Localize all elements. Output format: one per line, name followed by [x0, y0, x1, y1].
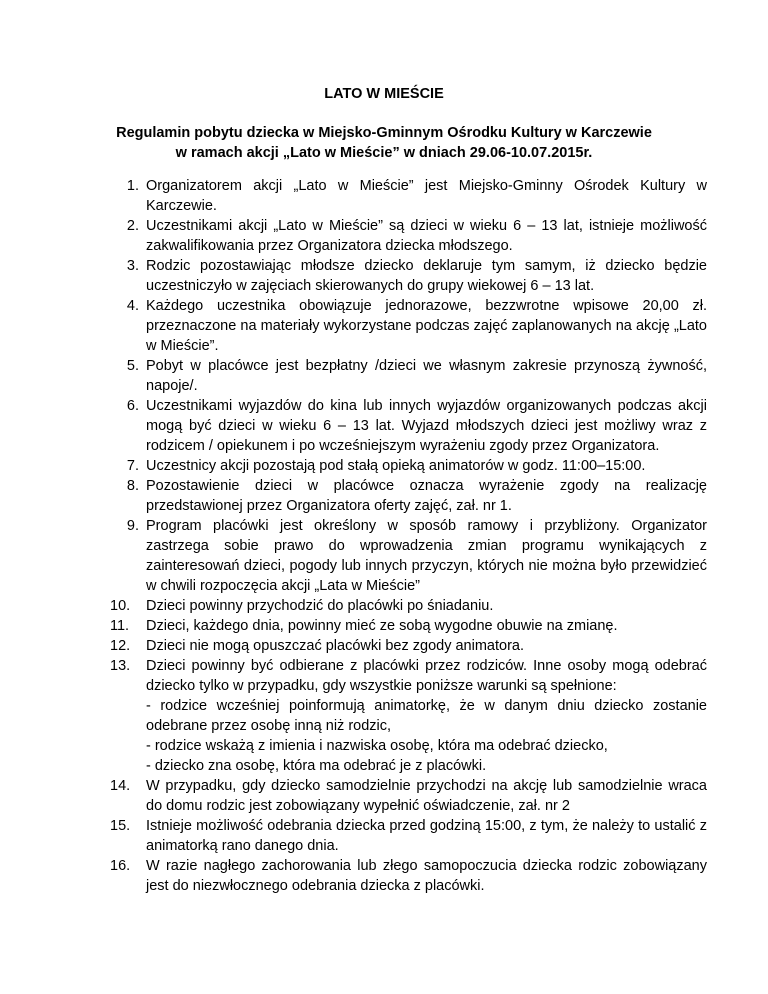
- rule-number: 11.: [110, 618, 130, 634]
- rule-item: [113, 476, 707, 516]
- rule-item: [113, 216, 707, 256]
- rule-number: 7.: [126, 458, 139, 474]
- rule-number: 16.: [110, 858, 131, 874]
- rule-item: [110, 776, 707, 816]
- subtitle-line-2: w ramach akcji „Lato w Mieście” w dniach 29.06-10.07.2015r.: [175, 145, 593, 161]
- rule-text: Pobyt w placówce jest bezpłatny /dzieci we własnym zakresie przynoszą żywność, napoje/.: [146, 358, 707, 394]
- rule-item: [113, 296, 707, 356]
- rules-list: [110, 176, 707, 896]
- rule-item: [110, 856, 707, 896]
- rule-text: Istnieje możliwość odebrania dziecka przed godziną 15:00, z tym, że należy to ustalić z animatorką rano danego dnia.: [146, 818, 707, 854]
- document-title: LATO W MIEŚCIE: [324, 86, 444, 102]
- rule-text: Uczestnikami akcji „Lato w Mieście” są dzieci w wieku 6 – 13 lat, istnieje możliwość zakwalifikowania przez Organizatora dziecka młodszego.: [146, 218, 707, 254]
- rule-item: [110, 656, 707, 776]
- rule-subcondition: - rodzice wcześniej poinformują animatorkę, że w danym dniu dziecko zostanie odebrane przez osobę inną niż rodzic,: [146, 698, 707, 734]
- rule-number: 8.: [126, 478, 139, 494]
- rule-text: Program placówki jest określony w sposób ramowy i przybliżony. Organizator zastrzega sobie prawo do wprowadzenia zmian programu wynikających z zainteresowań dzieci, pogody lub innych przyczyn, których nie można było przewidzieć w chwili rozpoczęcia akcji „Lata w Mieście”: [146, 518, 707, 594]
- rule-item: [110, 816, 707, 856]
- rule-number: 12.: [110, 638, 131, 654]
- rule-number: 9.: [126, 518, 139, 534]
- rule-subcondition: - rodzice wskażą z imienia i nazwiska osobę, która ma odebrać dziecko,: [146, 738, 608, 754]
- rule-item: [110, 616, 707, 636]
- rule-text: W razie nagłego zachorowania lub złego samopoczucia dziecka rodzic zobowiązany jest do niezwłocznego odebrania dziecka z placówki.: [146, 858, 707, 894]
- rule-text: Dzieci powinny przychodzić do placówki po śniadaniu.: [146, 598, 494, 614]
- rule-text: Każdego uczestnika obowiązuje jednorazowe, bezzwrotne wpisowe 20,00 zł. przeznaczone na materiały wykorzystane podczas zajęć zaplanowanych na akcję „Lato w Mieście”.: [146, 298, 707, 354]
- rule-text: Dzieci, każdego dnia, powinny mieć ze sobą wygodne obuwie na zmianę.: [146, 618, 618, 634]
- rule-text: Uczestnikami wyjazdów do kina lub innych wyjazdów organizowanych podczas akcji mogą być dzieci w wieku 6 – 13 lat. Wyjazd młodszych dzieci jest możliwy wraz z rodzicem / opiekunem i po wcześniejszym wyrażeniu zgody przez Organizatora.: [146, 398, 707, 454]
- rule-text: Dzieci powinny być odbierane z placówki przez rodziców. Inne osoby mogą odebrać dziecko tylko w przypadku, gdy wszystkie poniższe warunki są spełnione:: [146, 658, 707, 694]
- rule-text: Uczestnicy akcji pozostają pod stałą opieką animatorów w godz. 11:00–15:00.: [146, 458, 646, 474]
- rule-text: Rodzic pozostawiając młodsze dziecko deklaruje tym samym, iż dziecko będzie uczestniczyło w zajęciach skierowanych do grupy wiekowej 6 – 13 lat.: [146, 258, 707, 294]
- rule-number: 15.: [110, 818, 131, 834]
- document-subtitle: [0, 123, 768, 163]
- rule-number: 2.: [126, 218, 139, 234]
- rule-item: [113, 396, 707, 456]
- rule-item: [113, 456, 707, 476]
- rule-subcondition: - dziecko zna osobę, która ma odebrać je z placówki.: [146, 758, 487, 774]
- rule-item: [113, 516, 707, 596]
- rule-text: W przypadku, gdy dziecko samodzielnie przychodzi na akcję lub samodzielnie wraca do domu rodzic jest zobowiązany wypełnić oświadczenie, zał. nr 2: [146, 778, 707, 814]
- rule-text: Organizatorem akcji „Lato w Mieście” jest Miejsko-Gminny Ośrodek Kultury w Karczewie.: [146, 178, 707, 214]
- rule-number: 3.: [126, 258, 139, 274]
- rule-text: Pozostawienie dzieci w placówce oznacza wyrażenie zgody na realizację przedstawionej przez Organizatora oferty zajęć, zał. nr 1.: [146, 478, 707, 514]
- rule-number: 5.: [126, 358, 139, 374]
- rule-item: [113, 176, 707, 216]
- rule-number: 10.: [110, 598, 131, 614]
- rule-item: [113, 356, 707, 396]
- subtitle-line-1: Regulamin pobytu dziecka w Miejsko-Gminnym Ośrodku Kultury w Karczewie: [116, 125, 652, 141]
- rule-number: 4.: [126, 298, 139, 314]
- rule-number: 6.: [126, 398, 139, 414]
- rule-item: [110, 596, 707, 616]
- rule-text: Dzieci nie mogą opuszczać placówki bez zgody animatora.: [146, 638, 524, 654]
- rule-item: [110, 636, 707, 656]
- rule-item: [113, 256, 707, 296]
- rule-number: 14.: [110, 778, 131, 794]
- rule-number: 13.: [110, 658, 131, 674]
- rule-number: 1.: [126, 178, 139, 194]
